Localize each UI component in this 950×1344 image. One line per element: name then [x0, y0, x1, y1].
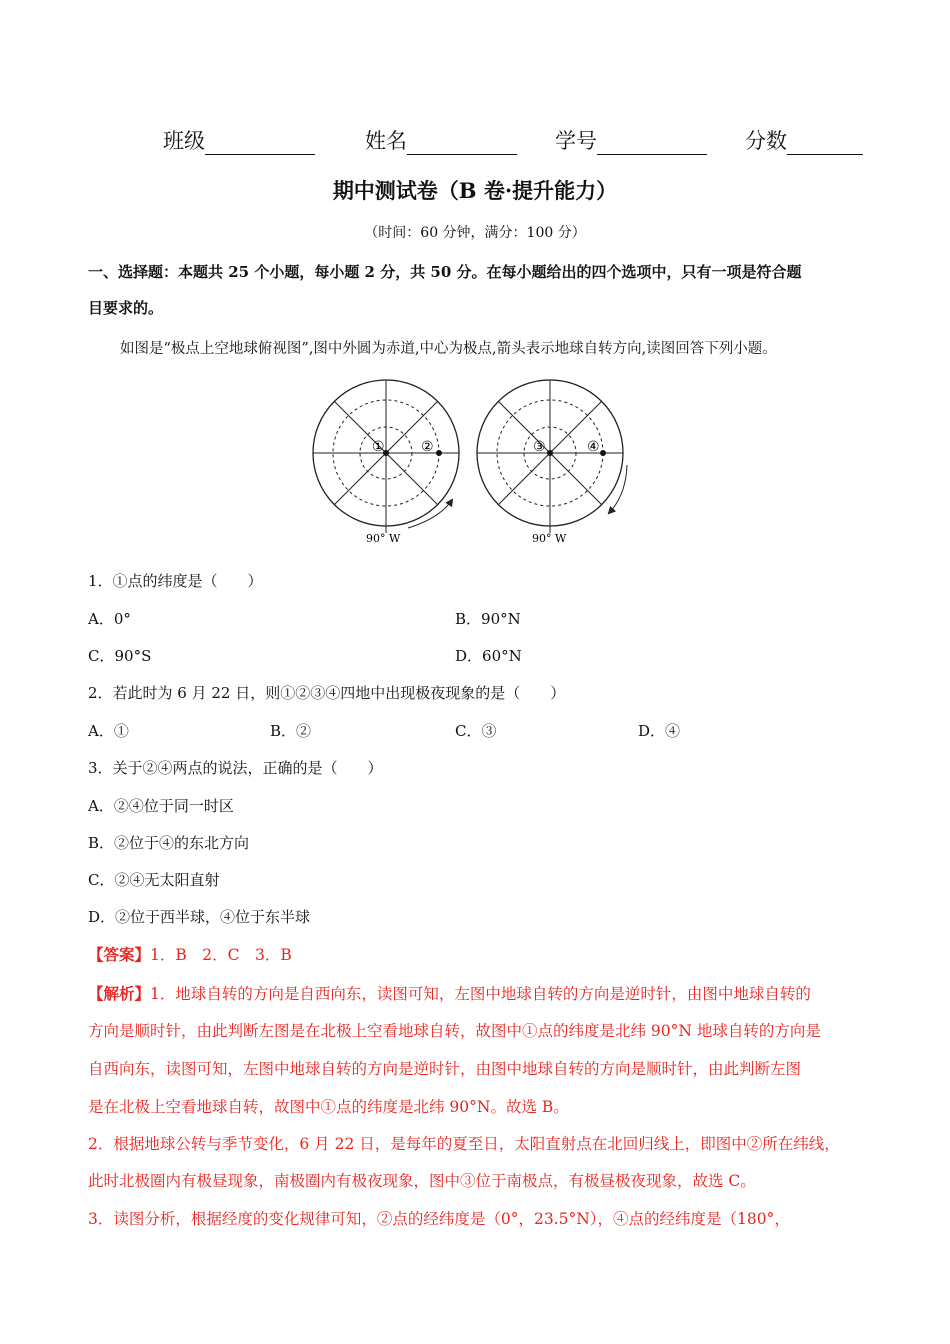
score-blank	[787, 132, 863, 155]
class-field	[163, 125, 315, 155]
analysis-label: 【解析】	[88, 984, 151, 1003]
class-blank	[205, 132, 315, 155]
q3-stem: 3．关于②④两点的说法，正确的是（ ）	[88, 759, 383, 777]
score-field	[745, 125, 863, 155]
name-blank	[407, 132, 517, 155]
answer-text: 1．B 2．C 3．B	[150, 946, 292, 964]
student-id-field	[555, 125, 707, 155]
marker-2: ②	[421, 439, 434, 455]
analysis-p1-line3: 自西向东，读图可知，左图中地球自转的方向是逆时针，由图中地球自转的方向是顺时针，由此判断左图	[88, 1060, 802, 1078]
q2-option-d: D．④	[638, 722, 681, 740]
right-pole-point	[547, 450, 553, 456]
polar-view-figure	[300, 370, 650, 550]
marker-4: ④	[587, 439, 600, 455]
answer-line	[88, 943, 292, 965]
exam-subtitle: （时间：60 分钟，满分：100 分）	[364, 225, 586, 241]
q2-option-a: A．①	[88, 722, 129, 740]
left-equator-point	[436, 450, 442, 456]
analysis-p2-line2: 此时北极圈内有极昼现象，南极圈内有极夜现象，图中③位于南极点，有极昼极夜现象，故选 C。	[88, 1172, 756, 1190]
q3-option-c: C．②④无太阳直射	[88, 871, 220, 889]
q3-option-d: D．②位于西半球，④位于东半球	[88, 908, 311, 926]
q3-option-a: A．②④位于同一时区	[88, 797, 234, 815]
marker-1: ①	[372, 439, 385, 455]
q1-option-a: A．0°	[88, 610, 131, 628]
analysis-p1-line2: 方向是顺时针，由此判断左图是在北极上空看地球自转，故图中①点的纬度是北纬 90°N 地球自转的方向是	[88, 1022, 821, 1040]
score-label: 分数	[745, 129, 787, 153]
right-globe	[477, 380, 627, 533]
q2-stem: 2．若此时为 6 月 22 日，则①②③④四地中出现极夜现象的是（ ）	[88, 684, 566, 702]
q2-option-b: B．②	[270, 722, 312, 740]
student-id-blank	[597, 132, 707, 155]
right-equator-point	[600, 450, 606, 456]
analysis-p1-text1: 1．地球自转的方向是自西向东，读图可知，左图中地球自转的方向是逆时针，由图中地球自转的	[150, 985, 811, 1003]
left-globe	[313, 380, 459, 533]
q1-option-d: D．60°N	[455, 647, 522, 665]
section-heading-line2: 目要求的。	[88, 299, 164, 317]
section-heading-line1: 一、选择题：本题共 25 个小题，每小题 2 分，共 50 分。在每小题给出的四个选项中，只有一项是符合题	[88, 263, 802, 281]
class-label: 班级	[163, 129, 205, 153]
name-label: 姓名	[365, 129, 407, 153]
q2-option-c: C．③	[455, 722, 497, 740]
student-id-label: 学号	[555, 129, 597, 153]
analysis-p1-line4: 是在北极上空看地球自转，故图中①点的纬度是北纬 90°N。故选 B。	[88, 1098, 569, 1116]
answer-label: 【答案】	[88, 945, 151, 964]
q1-option-c: C．90°S	[88, 647, 152, 665]
right-longitude-label: 90° W	[532, 532, 567, 545]
marker-3: ③	[533, 439, 546, 455]
analysis-p1-line1	[88, 982, 811, 1004]
left-longitude-label: 90° W	[366, 532, 401, 545]
page-title: 期中测试卷（B 卷·提升能力）	[332, 178, 618, 203]
analysis-p3-line1: 3．读图分析，根据经度的变化规律可知，②点的经纬度是（0°，23.5°N），④点的经纬度是（180°，	[88, 1210, 790, 1228]
figure-intro: 如图是“极点上空地球俯视图”,图中外圆为赤道,中心为极点,箭头表示地球自转方向,读图回答下列小题。	[120, 341, 777, 357]
q3-option-b: B．②位于④的东北方向	[88, 834, 250, 852]
name-field	[365, 125, 517, 155]
q1-option-b: B．90°N	[455, 610, 521, 628]
analysis-p2-line1: 2．根据地球公转与季节变化，6 月 22 日，是每年的夏至日，太阳直射点在北回归线上，即图中②所在纬线，	[88, 1135, 840, 1153]
q1-stem: 1．①点的纬度是（ ）	[88, 572, 263, 590]
